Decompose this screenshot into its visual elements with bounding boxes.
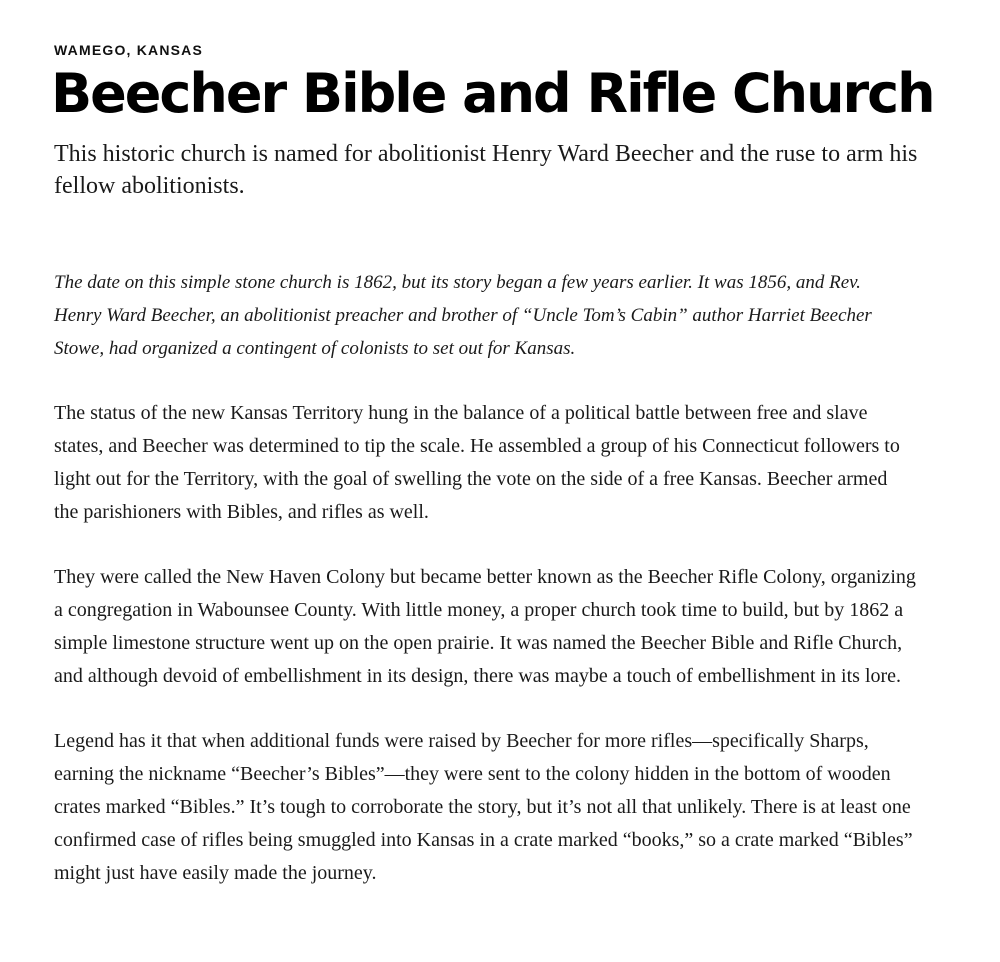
- body-paragraph: Legend has it that when additional funds were raised by Beecher for more rifles—specifically Sharps, earning the nickname “Beecher’s Bibles”—they were sent to the colony hidden in the bottom of wooden crates marked “Bibles.” It’s tough to corroborate the story, but it’s not all that unlikely. There is at least one confirmed case of rifles being smuggled into Kansas in a crate marked “books,” so a crate marked “Bibles” might just have easily made the journey.: [54, 730, 913, 884]
- article: [51, 40, 954, 890]
- subtitle: This historic church is named for abolitionist Henry Ward Beecher and the ruse to arm his fellow abolitionists.: [54, 141, 918, 199]
- lede-paragraph: The date on this simple stone church is 1862, but its story began a few years earlier. It was 1856, and Rev. Henry Ward Beecher, an abolitionist preacher and brother of “Uncle Tom’s Cabin” author Harriet Beecher Stowe, had organized a contingent of colonists to set out for Kansas.: [54, 272, 872, 359]
- location-label: WAMEGO, KANSAS: [54, 42, 204, 58]
- body-paragraph: They were called the New Haven Colony but became better known as the Beecher Rifle Colony, organizing a congregation in Wabounsee County. With little money, a proper church took time to build, but by 1862 a simple limestone structure went up on the open prairie. It was named the Beecher Bible and Rifle Church, and although devoid of embellishment in its design, there was maybe a touch of embellishment in its lore.: [54, 566, 916, 687]
- body-paragraph: The status of the new Kansas Territory hung in the balance of a political battle between free and slave states, and Beecher was determined to tip the scale. He assembled a group of his Connecticut followers to light out for the Territory, with the goal of swelling the vote on the side of a free Kansas. Beecher armed the parishioners with Bibles, and rifles as well.: [54, 402, 900, 523]
- page-title: Beecher Bible and Rifle Church: [51, 62, 934, 125]
